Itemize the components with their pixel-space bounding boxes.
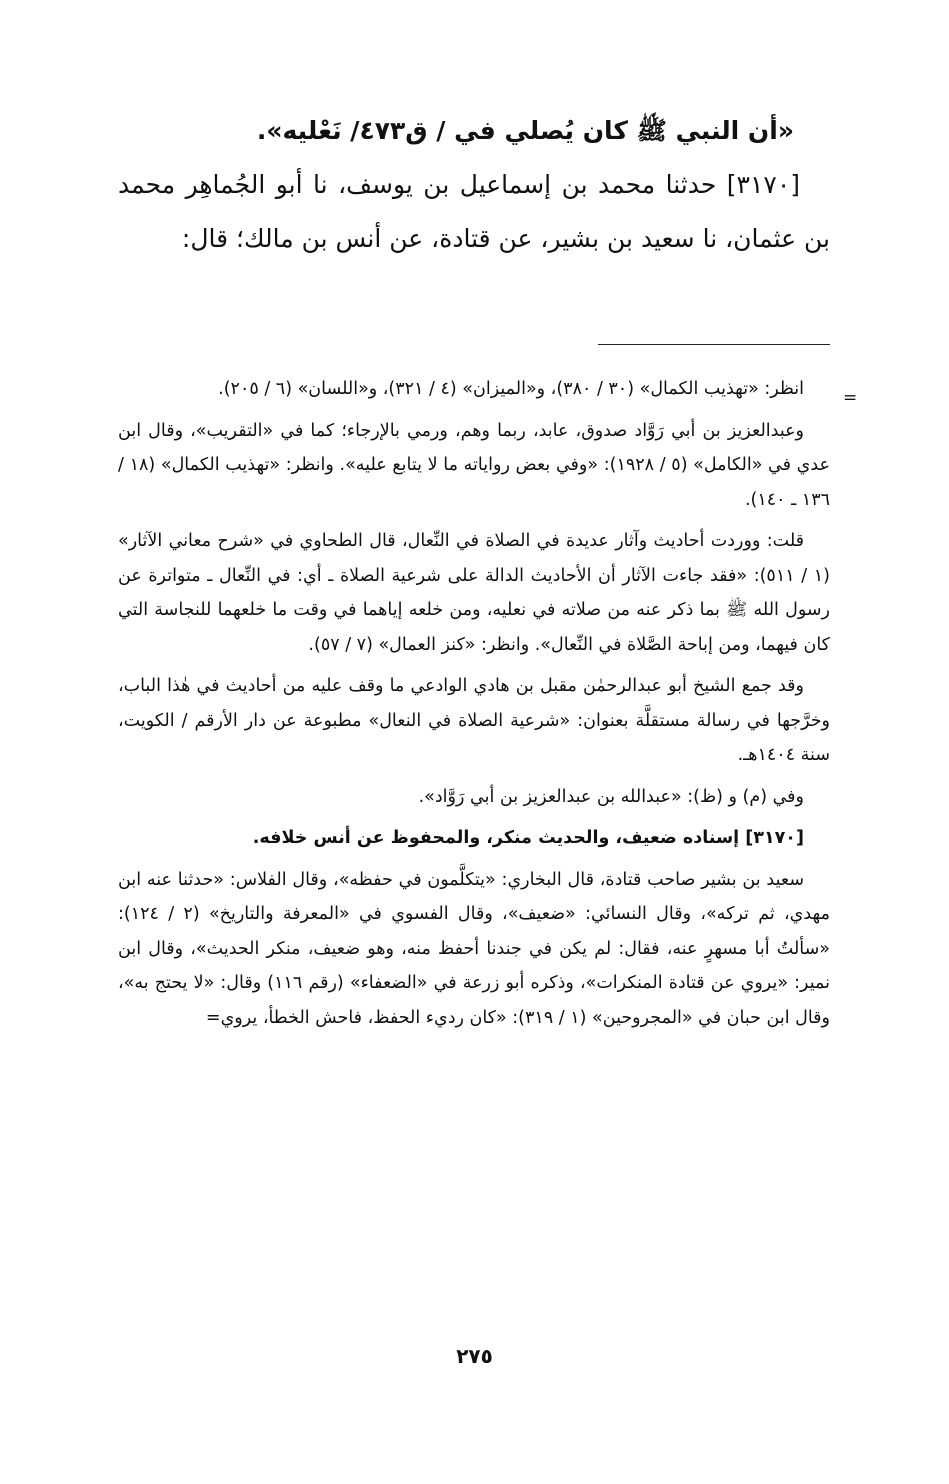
footnote-paragraph: سعيد بن بشير صاحب قتادة، قال البخاري: «يتكلَّمون في حفظه»، وقال الفلاس: «حدثنا عنه ابن مهدي، ثم تركه»، وقال النسائي: «ضعيف»، وقال الفسوي في «المعرفة والتاريخ» (٢ / ١٢٤): «سألتُ أبا مسهرٍ عنه، فقال: لم يكن في جندنا أحفظ منه، وهو ضعيف، منكر الحديث»، وقال ابن نمير: «يروي عن قتادة المنكرات»، وذكره أبو زرعة في «الضعفاء» (رقم ١١٦) وقال: «لا يحتج به»، وقال ابن حبان في «المجروحين» (١ / ٣١٩): «كان رديء الحفظ، فاحش الخطأ، يروي= bbox=[118, 869, 830, 1028]
footnote-paragraph: انظر: «تهذيب الكمال» (٣٠ / ٣٨٠)، و«الميزان» (٤ / ٣٢١)، و«اللسان» (٦ / ٢٠٥). bbox=[218, 379, 804, 399]
footnote-number: [٣١٧٠] bbox=[745, 828, 804, 848]
footnote-paragraph: وقد جمع الشيخ أبو عبدالرحمٰن مقبل بن هادي الوادعي ما وقف عليه من أحاديث في هٰذا الباب، وخرَّجها في رسالة مستقلَّة بعنوان: «شرعية الصلاة في النعال» مطبوعة عن دار الأرقم / الكويت، سنة ١٤٠٤هـ. bbox=[118, 676, 830, 765]
verdict-text: إسناده ضعيف، والحديث منكر، والمحفوظ عن أنس خلافه. bbox=[252, 828, 740, 848]
hadith-text: «أن النبي ﷺ كان يُصلي في / ق٤٧٣/ نَعْليه». bbox=[256, 116, 794, 145]
isnad-text: حدثنا محمد بن إسماعيل بن يوسف، نا أبو الجُماهِر محمد بن عثمان، نا سعيد بن بشير، عن قتادة، عن أنس بن مالك؛ قال: bbox=[118, 170, 830, 253]
page-number: ٢٧٥ bbox=[456, 1344, 493, 1368]
footnote-paragraph: وفي (م) و (ظ): «عبدالله بن عبدالعزيز بن أبي رَوَّاد». bbox=[418, 786, 804, 807]
hadith-number: [٣١٧٠] bbox=[726, 170, 801, 199]
footnote-verdict bbox=[118, 821, 830, 856]
footnote-separator bbox=[598, 344, 830, 345]
continuation-marker: = bbox=[843, 388, 858, 408]
footnotes bbox=[118, 372, 830, 1042]
footnote-paragraph: قلت: ووردت أحاديث وآثار عديدة في الصلاة في النِّعال، قال الطحاوي في «شرح معاني الآثار» (١ / ٥١١): «فقد جاءت الآثار أن الأحاديث الدالة على شرعية الصلاة ـ أي: في النِّعال ـ متواترة عن رسول الله ﷺ بما ذكر عنه من صلاته في نعليه، ومن خلعه إياهما في وقت ما خلعهما للنجاسة التي كان فيهما، ومن إباحة الصَّلاة في النِّعال». وانظر: «كنز العمال» (٧ / ٥٧). bbox=[118, 531, 830, 655]
main-text bbox=[118, 100, 830, 266]
footnote-paragraph: وعبدالعزيز بن أبي رَوَّاد صدوق، عابد، ربما وهم، ورمي بالإرجاء؛ كما في «التقريب»، وقال ابن عدي في «الكامل» (٥ / ١٩٢٨): «وفي بعض رواياته ما لا يتابع عليه». وانظر: «تهذيب الكمال» (١٨ / ١٣٦ ـ ١٤٠). bbox=[118, 420, 830, 510]
isnad-paragraph bbox=[118, 158, 830, 266]
